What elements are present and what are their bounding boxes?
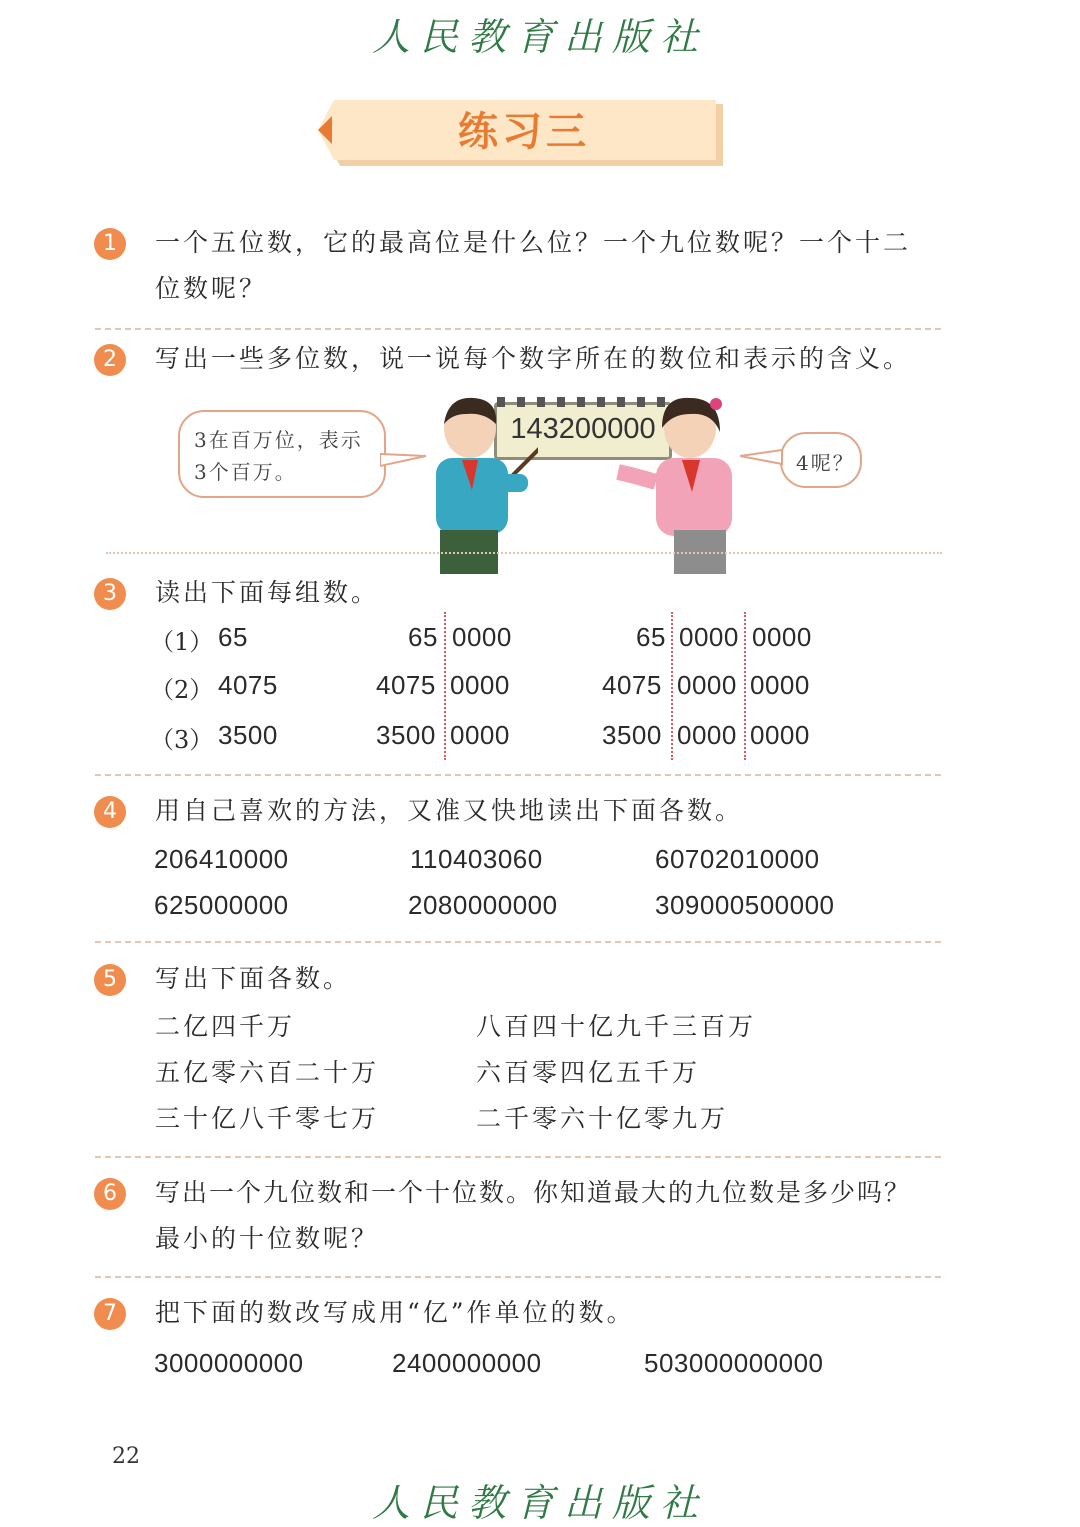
page-title: 练习三 (458, 108, 590, 155)
question-number-3: 3 (94, 578, 126, 610)
girl-figure-icon (616, 392, 746, 574)
q3-row3-label: （3） (150, 726, 214, 754)
question-number-4: 4 (94, 796, 126, 828)
q6-line1: 写出一个九位数和一个十位数。你知道最大的九位数是多少吗？ (155, 1178, 912, 1207)
q5-item: 二亿四千万 (155, 1012, 296, 1041)
q3-row2-label: （2） (150, 676, 214, 704)
divider (95, 1276, 941, 1278)
q3-row2-c1: 4075 (602, 670, 662, 700)
digit-group-divider (671, 612, 673, 760)
q5-item: 二千零六十亿零九万 (476, 1104, 729, 1133)
board-number: 143200000 (510, 413, 656, 445)
q5-item: 五亿零六百二十万 (155, 1058, 380, 1087)
divider (95, 1156, 941, 1158)
bubble-left-line2: 3个百万。 (194, 460, 297, 484)
q3-row2-c3: 0000 (750, 670, 810, 700)
q3-row3-c1: 3500 (602, 720, 662, 750)
q3-row3-b1: 3500 (376, 720, 436, 750)
publisher-footer: 人民教育出版社 (371, 1481, 708, 1525)
divider (95, 941, 941, 943)
q3-row1-a: 65 (218, 622, 248, 652)
q3-row1-label: （1） (150, 628, 214, 656)
bubble-right-text: 4呢？ (796, 451, 855, 475)
q3-row2-b1: 4075 (376, 670, 436, 700)
q4-number: 206410000 (154, 844, 289, 874)
q5-item: 八百四十亿九千三百万 (476, 1012, 757, 1041)
q2-text: 写出一些多位数，说一说每个数字所在的数位和表示的含义。 (155, 344, 912, 373)
question-number-7: 7 (94, 1298, 126, 1330)
q3-row1-b1: 65 (408, 622, 438, 652)
q3-row1-c1: 65 (636, 622, 666, 652)
q6-line2: 最小的十位数呢？ (155, 1224, 380, 1253)
question-number-1: 1 (94, 228, 126, 260)
q4-number: 625000000 (154, 890, 289, 920)
page-number: 22 (112, 1444, 140, 1469)
publisher-header: 人民教育出版社 (371, 15, 708, 59)
speech-bubble-right (780, 432, 862, 488)
q4-number: 2080000000 (408, 890, 558, 920)
q1-line1: 一个五位数，它的最高位是什么位？一个九位数呢？一个十二 (155, 228, 912, 257)
q3-row1-c3: 0000 (752, 622, 812, 652)
q3-row3-b2: 0000 (450, 720, 510, 750)
bubble-tail-right-icon (740, 446, 784, 468)
digit-group-divider (744, 612, 746, 760)
q7-number: 3000000000 (154, 1348, 304, 1378)
q3-row2-b2: 0000 (450, 670, 510, 700)
divider (95, 774, 941, 776)
question-number-2: 2 (94, 344, 126, 376)
q7-text: 把下面的数改写成用“亿”作单位的数。 (155, 1298, 635, 1327)
q3-row1-b2: 0000 (452, 622, 512, 652)
q3-row1-c2: 0000 (679, 622, 739, 652)
title-banner (318, 98, 718, 166)
question-number-5: 5 (94, 964, 126, 996)
q4-text: 用自己喜欢的方法，又准又快地读出下面各数。 (155, 796, 744, 825)
q3-row2-a: 4075 (218, 670, 278, 700)
divider (95, 328, 941, 330)
q3-row2-c2: 0000 (677, 670, 737, 700)
q4-number: 110403060 (410, 844, 543, 874)
q5-item: 三十亿八千零七万 (155, 1104, 380, 1133)
q5-item: 六百零四亿五千万 (476, 1058, 701, 1087)
q5-text: 写出下面各数。 (155, 964, 352, 993)
divider (106, 552, 942, 554)
q4-number: 309000500000 (655, 890, 835, 920)
q7-number: 2400000000 (392, 1348, 542, 1378)
q1-line2: 位数呢？ (155, 274, 268, 303)
bubble-left-line1: 3在百万位，表示 (194, 428, 363, 452)
q3-row3-c3: 0000 (750, 720, 810, 750)
speech-bubble-left (178, 410, 386, 498)
q3-row3-c2: 0000 (677, 720, 737, 750)
q3-text: 读出下面每组数。 (155, 578, 380, 607)
digit-group-divider (444, 612, 446, 760)
boy-figure-icon (418, 394, 538, 574)
question-number-6: 6 (94, 1178, 126, 1210)
q7-number: 503000000000 (644, 1348, 824, 1378)
q3-row3-a: 3500 (218, 720, 278, 750)
q4-number: 60702010000 (655, 844, 820, 874)
